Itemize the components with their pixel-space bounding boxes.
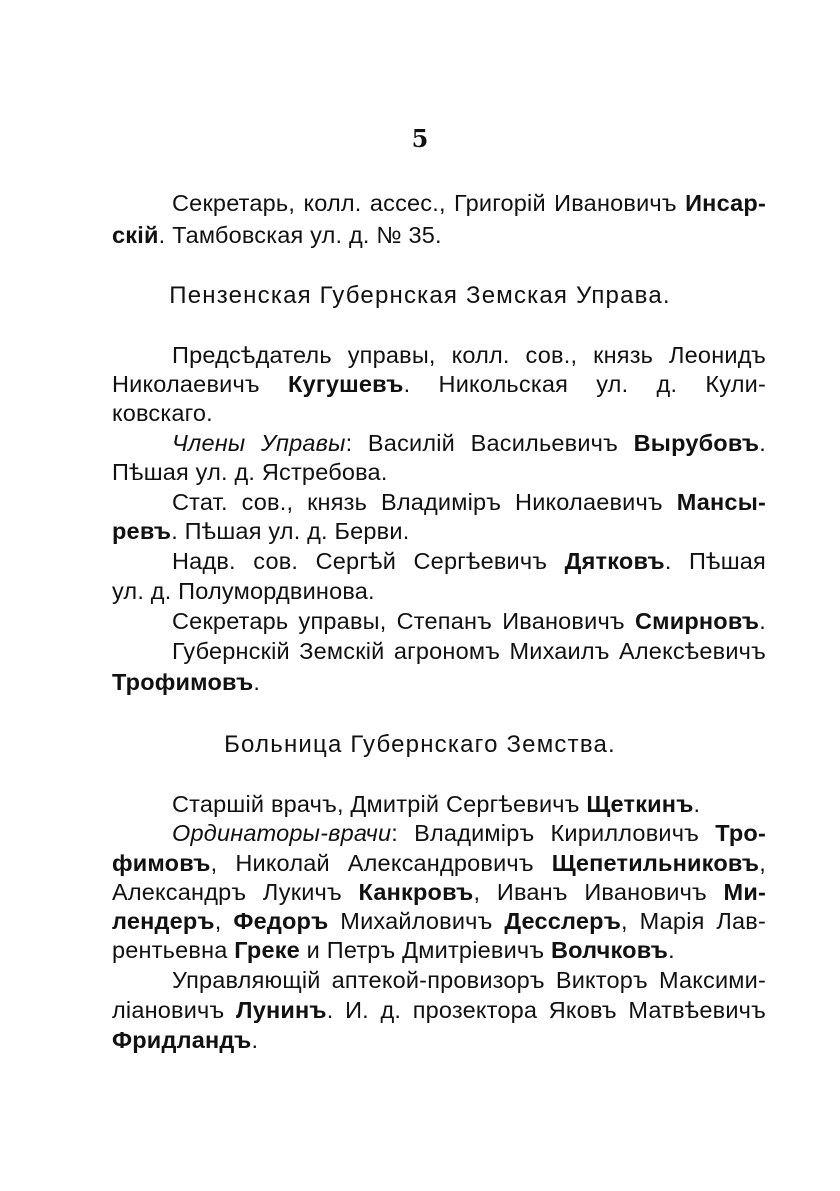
text-line: Управляющій аптекой-провизоръ Викторъ Максими- bbox=[172, 967, 766, 993]
text-run: , Марія Лав- bbox=[621, 908, 766, 934]
surname: Инсар- bbox=[685, 190, 766, 216]
text-line bbox=[112, 1025, 766, 1055]
surname: Фридландъ bbox=[112, 1027, 252, 1053]
text-run: , bbox=[214, 908, 234, 934]
text-run: Старшій врачъ, Дмитрій Сергѣевичъ bbox=[172, 791, 587, 817]
text-line bbox=[112, 995, 766, 1025]
text-run: , Иванъ Ивановичъ bbox=[473, 879, 724, 905]
surname: Десслеръ bbox=[504, 908, 622, 934]
surname: лендеръ bbox=[112, 908, 215, 934]
surname: Ми- bbox=[723, 879, 766, 905]
surname: Греке bbox=[234, 937, 300, 963]
text-run: Секретарь управы, Степанъ Ивановичъ bbox=[172, 608, 635, 634]
text-line bbox=[172, 818, 766, 848]
text-run: Стат. сов., князь Владиміръ Николаевичъ bbox=[172, 489, 677, 515]
text-line: ул. д. Полумордвинова. bbox=[112, 578, 375, 604]
text-line bbox=[112, 848, 766, 878]
surname: Щеткинъ bbox=[586, 791, 694, 817]
text-line bbox=[112, 906, 766, 936]
text-run: . bbox=[693, 791, 701, 817]
text-line bbox=[172, 487, 766, 517]
text-run: : Владиміръ Кирилловичъ bbox=[391, 820, 716, 846]
text-run: . bbox=[668, 937, 675, 963]
surname: Тро- bbox=[715, 820, 766, 846]
surname: Трофимовъ bbox=[112, 669, 254, 695]
text-run: ліановичъ bbox=[112, 997, 236, 1023]
surname: Лунинъ bbox=[236, 997, 327, 1023]
text-run: . bbox=[253, 669, 261, 695]
text-run: рентьевна bbox=[112, 937, 235, 963]
text-run: Александръ Лукичъ bbox=[112, 879, 359, 905]
page-number: 5 bbox=[411, 124, 429, 153]
text-line bbox=[112, 369, 766, 399]
text-line bbox=[172, 546, 766, 576]
text-line bbox=[112, 935, 766, 965]
text-line bbox=[172, 606, 766, 636]
section-heading: Больница Губернскаго Земства. bbox=[224, 731, 616, 758]
text-run: , bbox=[759, 850, 766, 876]
text-run: . bbox=[251, 1027, 259, 1053]
text-line: Предсѣдатель управы, колл. сов., князь Леонидъ bbox=[172, 342, 766, 368]
text-run: . Пѣшая ул. д. Берви. bbox=[171, 518, 410, 544]
surname: Кугушевъ bbox=[288, 371, 404, 397]
text-run: и Петръ Дмитріевичъ bbox=[299, 937, 551, 963]
text-line bbox=[172, 188, 766, 218]
surname: Щепетильниковъ bbox=[551, 850, 760, 876]
italic-label: Ординаторы-врачи bbox=[172, 820, 392, 846]
given-name: Федоръ bbox=[233, 908, 329, 934]
text-run: Николаевичъ bbox=[112, 371, 289, 397]
text-line: ковскаго. bbox=[112, 400, 213, 426]
text-run: Михайловичъ bbox=[328, 908, 505, 934]
surname: скій bbox=[112, 222, 159, 248]
surname: фимовъ bbox=[112, 850, 211, 876]
text-line: Пѣшая ул. д. Ястребова. bbox=[112, 459, 388, 485]
surname: Мансы- bbox=[676, 489, 766, 515]
surname: Дятковъ bbox=[564, 548, 665, 574]
text-run: Секретарь, колл. ассес., Григорій Ивановичъ bbox=[172, 190, 686, 216]
text-run: Надв. сов. Сергѣй Сергѣевичъ bbox=[172, 548, 565, 574]
text-line bbox=[112, 667, 766, 697]
section-heading: Пензенская Губернская Земская Управа. bbox=[169, 282, 671, 309]
surname: Вырубовъ bbox=[633, 430, 760, 456]
text-run: . Никольская ул. д. Кули- bbox=[403, 371, 766, 397]
surname: Смирновъ bbox=[634, 608, 760, 634]
text-line bbox=[112, 877, 766, 907]
italic-label: Члены Управы bbox=[172, 430, 346, 456]
text-run: . Пѣшая bbox=[664, 548, 766, 574]
text-run: . bbox=[759, 430, 766, 456]
text-line bbox=[112, 220, 766, 250]
text-line bbox=[112, 516, 766, 546]
surname: Волчковъ bbox=[550, 937, 669, 963]
text-run: . И. д. прозектора Яковъ Матвѣевичъ bbox=[326, 997, 766, 1023]
text-run: : Василій Васильевичъ bbox=[345, 430, 634, 456]
text-line bbox=[172, 789, 766, 819]
text-run: . bbox=[759, 608, 766, 634]
text-line bbox=[172, 428, 766, 458]
text-run: . Тамбовская ул. д. № 35. bbox=[158, 222, 442, 248]
surname: ревъ bbox=[112, 518, 172, 544]
surname: Канкровъ bbox=[358, 879, 474, 905]
text-line: Губернскій Земскій агрономъ Михаилъ Алексѣевичъ bbox=[172, 638, 766, 664]
text-run: , Николай Александровичъ bbox=[210, 850, 552, 876]
